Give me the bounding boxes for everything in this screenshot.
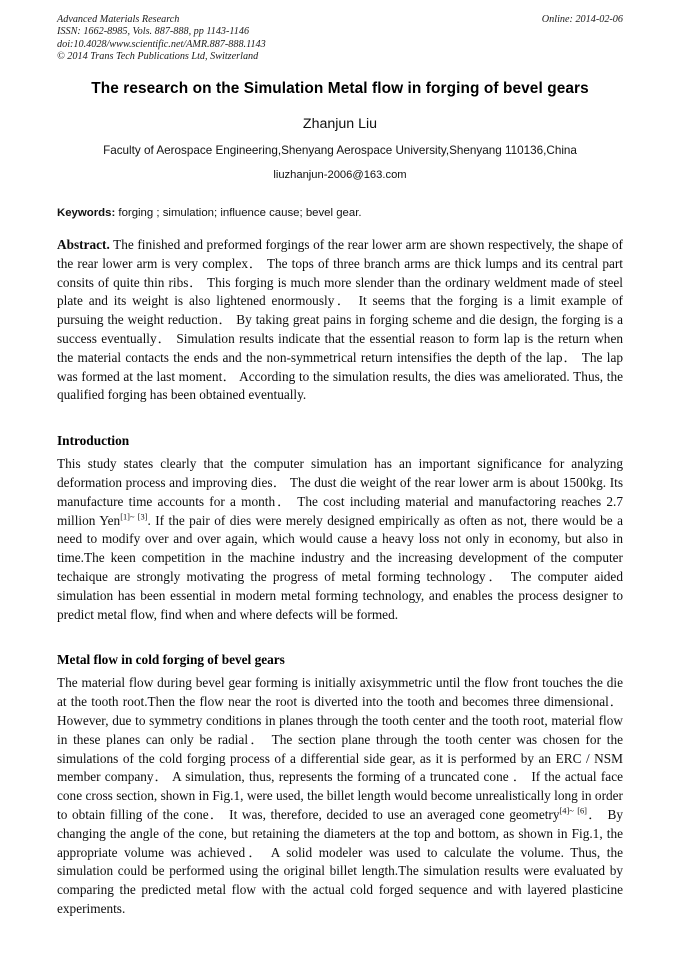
journal-header — [57, 14, 623, 68]
citation-reference: [4]~ [6] — [559, 806, 587, 816]
keywords-line — [57, 207, 623, 219]
author-name: Zhanjun Liu — [302, 116, 378, 132]
abstract-label: Abstract. — [57, 237, 110, 252]
page-content — [57, 14, 623, 919]
introduction-paragraph — [57, 455, 623, 624]
introduction-heading: Introduction — [57, 433, 130, 449]
journal-issn: ISSN: 1662-8985, Vols. 887-888, pp 1143-1146 — [57, 26, 250, 38]
introduction-text-part2: . If the pair of dies were merely designed empirically as often as not, there would be a need to modify over and over again, which would cause a heavy loss not only in economy, but also in time.The keen competition in the machine industry and the increasing development of the computer techaique are strongly motivating the progress of metal forming technology． The computer aided simulation has been essential in modern metal forming technology, and enables the process designer to predict metal flow, find when and where defects will be formed. — [57, 512, 624, 622]
metal-flow-text-part2: ． By changing the angle of the cone, but retaining the diameters at the top and bottom, as shown in Fig.1, the appropriate volume was achieved． A solid modeler was used to calculate the volume. Thus, the simulation could be performed using the original billet length.The simulation results were evaluated by comparing the predicted metal flow with the actual cold forged sequence and with layered plasticine experiments. — [57, 806, 624, 916]
keywords-value: forging ; simulation; influence cause; bevel gear. — [115, 207, 362, 219]
keywords-label: Keywords: — [57, 207, 116, 219]
journal-doi: doi:10.4028/www.scientific.net/AMR.887-888.1143 — [57, 38, 266, 50]
introduction-text-part1: This study states clearly that the computer simulation has an important significance for analyzing deformation process and improving dies． The dust die weight of the rear lower arm is about 1500kg. Its manufacture time accounts for a month． The cost including material and manufactoring reaches 2.7 million Yen — [57, 456, 623, 528]
journal-header-left — [57, 14, 487, 64]
online-date: Online: 2014-02-06 — [541, 14, 623, 25]
abstract-paragraph — [57, 236, 623, 405]
journal-copyright: © 2014 Trans Tech Publications Ltd, Switzerland — [57, 51, 259, 63]
metal-flow-heading: Metal flow in cold forging of bevel gears — [57, 652, 285, 668]
citation-reference: [1]~ [3] — [120, 512, 148, 522]
author-affiliation: Faculty of Aerospace Engineering,Shenyang Aerospace University,Shenyang 110136,China — [103, 144, 577, 157]
journal-name: Advanced Materials Research — [57, 14, 180, 25]
metal-flow-paragraph — [57, 674, 623, 918]
metal-flow-text-part1: The material flow during bevel gear forming is initially axisymmetric until the flow front touches the die at the tooth root.Then the flow near the root is diverted into the tooth and becomes three dimensional． However, due to symmetry conditions in planes through the tooth center and the tooth root, material flow in these planes can only be radial． The section plane through the tooth center was chosen for the simulations of the cold forging process of a differential side gear, as it is performed by an ERC / NSM member company． A simulation, thus, represents the forming of a truncated cone ． If the actual face cone cross section, shown in Fig.1, were used, the billet length would become unrealistically long in order to obtain filling of the cone． It was, therefore, decided to use an averaged cone geometry — [57, 675, 623, 822]
page-title: The research on the Simulation Metal flow in forging of bevel gears — [91, 80, 589, 97]
author-email: liuzhanjun-2006@163.com — [273, 169, 407, 181]
abstract-text: The finished and preformed forgings of the rear lower arm are shown respectively, the shape of the rear lower arm is very complex． The tops of three branch arms are thick lumps and its central part consits of quite thin ribs． This forging is much more slender than the ordinary weldment made of steel plate and its weight is also lightened enormously． It seems that the forging is a limit example of pursuing the weight reduction． By taking great pains in forging scheme and die design, the forging is a success eventually． Simulation results indicate that the essential reason to form lap is the return when the material contacts the ends and the non-symmetrical return intensifies the depth of the lap． The lap was formed at the last moment． According to the simulation results, the dies was ameliorated. Thus, the qualified forging has been obtained eventually. — [57, 237, 623, 403]
